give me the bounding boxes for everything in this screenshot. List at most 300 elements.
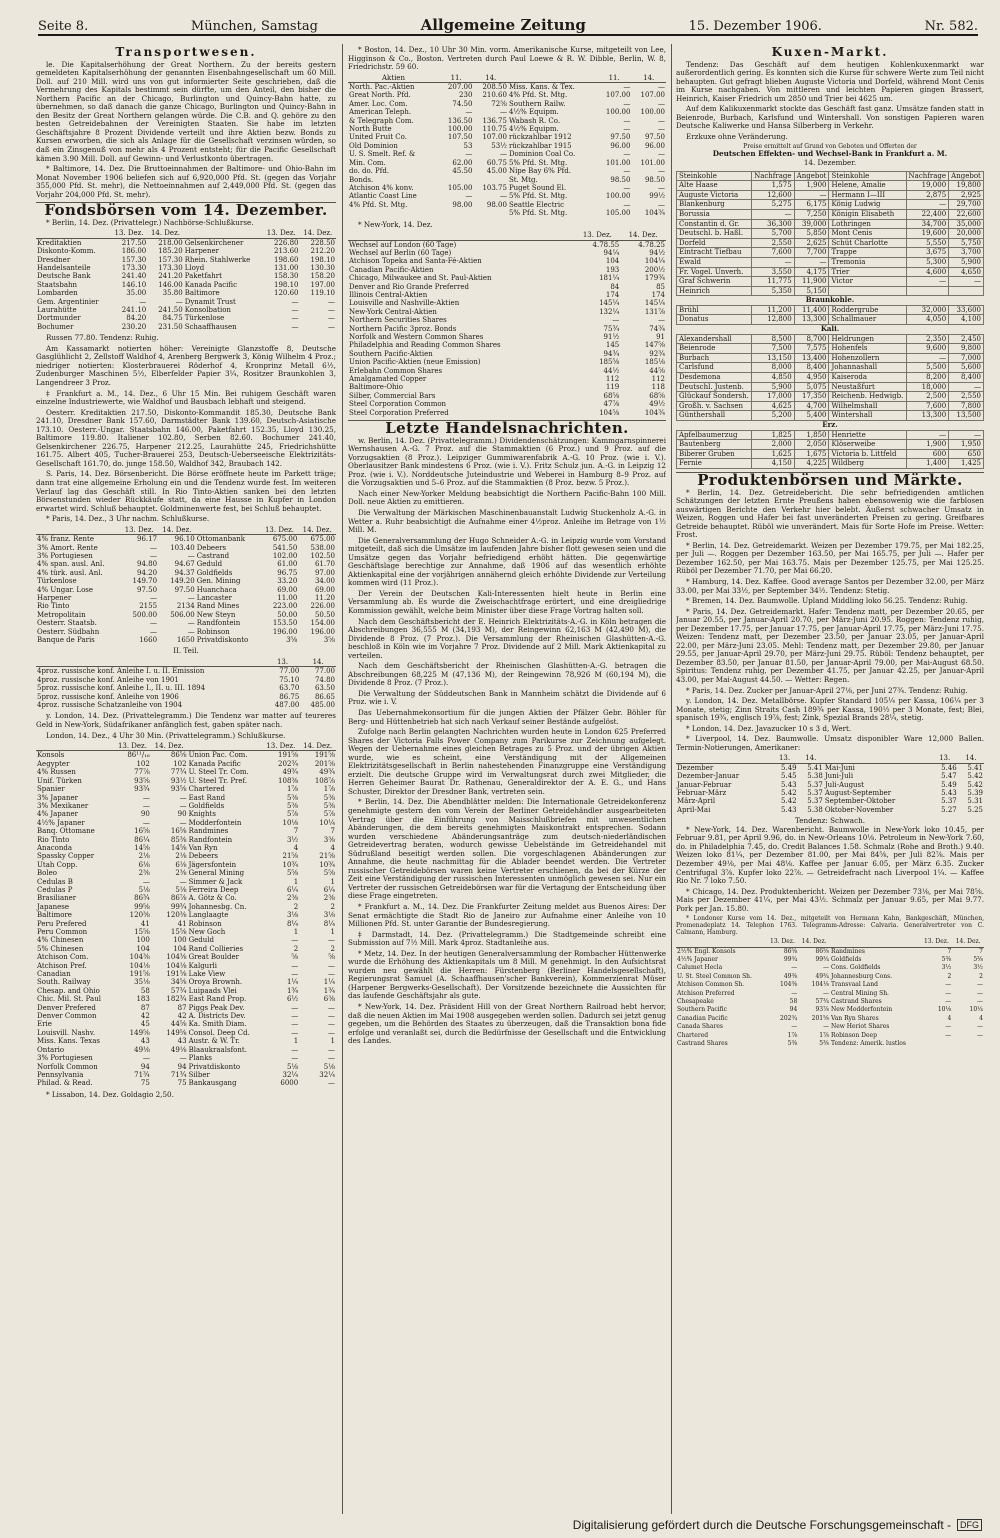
table-cell: 1 — [293, 877, 299, 886]
table-cell: — — [328, 1079, 335, 1088]
row-label: Spanier — [37, 785, 65, 794]
table-cell: 182¾ — [166, 995, 187, 1004]
row-label: Peru Common — [37, 928, 88, 936]
row-label: 4proz. russische konf. Anleihe von 1901 — [37, 675, 179, 684]
row-label: Amalgamated Copper — [349, 375, 427, 383]
table-cell: 18,000 — [906, 382, 949, 392]
table-cell: 35.00 — [126, 289, 147, 298]
table-cell: 94½ — [649, 248, 665, 257]
table-cell: 49¾ — [815, 972, 829, 980]
table-cell: 193 — [605, 265, 620, 274]
table-cell: 136.75 — [482, 116, 507, 125]
table-cell: — — [945, 981, 952, 989]
row-label: Privatdiskonto — [196, 636, 249, 645]
row-label: Transvaal Land — [830, 981, 878, 989]
table-cell: 104⅛ — [811, 981, 829, 989]
table-cell: 7,700 — [794, 248, 829, 258]
table-cell: 2,925 — [949, 190, 984, 200]
table-cell: 39,000 — [794, 219, 829, 229]
column-header: 14. Dez. — [299, 742, 336, 751]
table-cell: 44⅝ — [649, 366, 665, 375]
table-cell: — — [623, 125, 631, 134]
row-label: Spassky Copper — [37, 852, 95, 861]
table-row — [348, 176, 666, 184]
row-label: Blankenburg — [677, 200, 752, 210]
table-header — [676, 938, 984, 947]
table-cell: 96.17 — [136, 535, 158, 544]
table-row — [36, 1020, 336, 1028]
row-label: 4% Pfd. St. Mtg. — [508, 91, 568, 100]
column-header: 14. — [631, 74, 666, 83]
row-label: Dortmunder — [37, 314, 81, 323]
table-cell: 2,050 — [794, 440, 829, 450]
table-row — [36, 928, 336, 936]
table-cell: — — [499, 150, 507, 159]
table-cell: — — [658, 83, 665, 92]
table-cell: 5⅜ — [819, 1040, 829, 1048]
row-label: Günthershall — [677, 411, 752, 421]
table-cell: 185.20 — [158, 247, 183, 256]
row-label: Southern Pacific — [677, 1006, 728, 1014]
row-label: Laurahütte — [37, 306, 77, 315]
article-paragraph: * New-York, 14. Dez. Warenbericht. Baumwolle in New-York loko 10.45, per Februar 9.81, per April 9.96, do. in New-Orleans 10⅛. Petroleum in New-York 7.60, do. in Philadelphia 7.45, do. Credit Balances 1.58. Schmalz (Rohe and Broth.) 9.40. Weizen loko 81¼, per Dezember 81.00, per Mai 84⅝, per Juli 82⅞. Mais per Dezember 49⅛, per Mai 48⅛. Kaffee per Januar 6.05, per März 6.35. Zucker Centrifugal 3⅞. Kupfer loko 22⅞. — Getreidefracht nach Liverpool 1¼. — Kaffee Rio Nr. 7 loko 7.50. — [676, 824, 984, 886]
table-cell: 32¼ — [319, 1070, 335, 1079]
table-row — [348, 133, 666, 141]
table-cell: 84.20 — [126, 314, 147, 323]
row-label: Dominion Coal Co. — [508, 150, 576, 159]
table-cell: — — [499, 108, 507, 117]
table-cell: — — [291, 306, 299, 315]
table-row — [36, 560, 336, 568]
table-cell: 62.00 — [452, 158, 473, 167]
table-row — [36, 827, 336, 835]
table-cell: — — [291, 1054, 299, 1063]
table-cell: — — [291, 322, 299, 331]
table-cell: 212.20 — [310, 247, 335, 256]
table-cell: 11,400 — [794, 305, 829, 315]
row-label: Luipaads Vlei — [188, 986, 237, 995]
table-cell: 10⅛ — [937, 1006, 952, 1014]
article-paragraph: Zufolge nach Berlin gelangten Nachrichten wurden heute in London 625 Preferred Shares der Victoria Falls Power Company zum Parikurse zur Zeichnung aufgelegt. Wegen der Uebernahme eines gleichen Betrages zu 5 Proz. und der übrigen Aktien wurde, wie es scheint, eine Verständigung mit der Allgemeinen Elektrizitätsgesellschaft in Berlin nahestehenden Finanzgruppe eine Verständigung erzielt. Die deutsche Gruppe wird im Verwaltungsrat durch zwei Mitglieder, die Herren Geheimer Baurat Dr. Rathenau, Generaldirektor der A. E. G., und Hans Schuster, Direktor der Dresdner Bank, vertreten sein. — [348, 727, 666, 796]
table-cell: 86.65 — [314, 692, 335, 701]
table-cell: 3⅛ — [286, 911, 299, 920]
row-label: South. Railway — [37, 978, 91, 987]
row-label: General Mining — [188, 869, 245, 878]
column-header — [36, 658, 265, 667]
table-cell: 7,250 — [794, 209, 829, 219]
table-cell: 1,900 — [794, 181, 829, 191]
row-label: Great North. Pfd. — [349, 91, 411, 100]
table-cell: — — [142, 793, 150, 802]
column-header: 11. — [597, 74, 632, 83]
row-label: Central Mining Sh. — [830, 989, 889, 997]
table-cell: 11.00 — [277, 594, 298, 602]
table-cell: 96.10 — [174, 535, 195, 544]
article-paragraph: * Paris, 14. Dez. Zucker per Januar-April 27⅛, per Juni 27¾. Tendenz: Ruhig. — [686, 685, 968, 695]
column-header: 14. Dez. — [147, 229, 183, 238]
row-label: rückzahlbar 1912 — [508, 133, 572, 142]
table-cell: — — [977, 1023, 983, 1031]
table-row — [348, 142, 666, 150]
table-cell: 226.00 — [310, 602, 335, 611]
table-cell: — — [623, 116, 631, 125]
table-row — [677, 382, 984, 392]
table-cell: 103.40 — [170, 543, 195, 552]
table-header — [348, 74, 666, 83]
table-cell: 5,150 — [794, 286, 829, 296]
table-row — [36, 1037, 336, 1045]
table-cell: 3,675 — [906, 248, 949, 258]
table-cell: — — [179, 877, 187, 886]
table-cell — [906, 286, 949, 296]
table-row — [348, 83, 666, 92]
table-row — [36, 628, 336, 636]
table-row — [677, 392, 984, 402]
row-label: Illinois Central-Aktien — [349, 290, 428, 299]
row-label: Privatdiskonto — [188, 1062, 241, 1071]
table-cell: 154.00 — [310, 619, 335, 628]
table-header-row — [36, 526, 336, 535]
table-cell: 5⅞ — [286, 810, 299, 819]
column-header: Angebot — [794, 171, 829, 181]
table-cell: 149.20 — [170, 577, 195, 586]
table-cell: 538.00 — [310, 543, 335, 552]
row-label: Donatus — [677, 315, 752, 325]
table-row — [677, 440, 984, 450]
row-label: Steel Corporation Preferred — [349, 408, 449, 417]
table-cell: 100.00 — [447, 125, 473, 134]
table-cell: 15⅝ — [134, 928, 150, 936]
table-cell: 202¾ — [780, 1014, 798, 1022]
table-cell: — — [906, 200, 949, 210]
table-cell: 675.00 — [272, 535, 298, 544]
table-row — [348, 108, 666, 116]
table-cell: 4,700 — [794, 401, 829, 411]
table-row — [348, 274, 666, 282]
table-row — [36, 894, 336, 902]
row-label: Miss. Kans. Texas — [37, 1037, 100, 1046]
table-cell: 1¾ — [286, 986, 299, 995]
table-cell: — — [150, 543, 158, 552]
table-cell: 506.00 — [170, 610, 195, 619]
table-cell: 174 — [605, 290, 620, 299]
table-cell: 7,000 — [949, 353, 984, 363]
table-cell: 45.00 — [486, 167, 507, 176]
row-label: Denver and Rio Grande Preferred — [349, 282, 469, 291]
column-header — [196, 526, 261, 535]
row-label: Johannashall — [829, 363, 906, 373]
article-paragraph: Oesterr. Kreditaktien 217.50, Diskonto-Kommandit 185.30, Deutsche Bank 241.10, Dresdner Bank 157.60, Darmstädter Bank 139.60, Deutsch-Asiatische 173.10. Oesterr.-Ungar. Staatsbahn 146.00, Paketfahrt 152.35, Lloyd 130.25, Baltimore 119.80. Italiener 102.80, Serben 82.60. Bochumer 241.40, Gelsenkirchener 226.75, Harpener 212.25, Laurahütte 245, Friedrichshütte 161.75. Albert 405, Tucher-Brauerei 253, Deutsch-Ueberseeische Elektrizitäts-Gesellschaft 161.70, do. junge 158.50, Waldhof 342, Braubach 142. — [36, 407, 336, 468]
column-header — [348, 231, 574, 240]
table-cell: 2 — [330, 944, 335, 953]
table-row — [676, 973, 984, 981]
table-cell: 1,575 — [752, 181, 795, 191]
row-label: Konsolbation — [184, 306, 231, 315]
table-row — [348, 299, 666, 307]
row-label: Harpener — [37, 594, 72, 602]
row-label: Min. Com. — [349, 158, 386, 167]
table-cell: — — [465, 108, 473, 117]
table-row — [36, 1046, 336, 1054]
row-label: Geduld — [196, 560, 223, 569]
table-cell — [473, 209, 508, 217]
row-label: Castrand Shares — [830, 998, 882, 1006]
table-cell: 6¼ — [323, 885, 335, 894]
boston-rates-table — [348, 74, 666, 218]
table-cell: 1 — [330, 1037, 335, 1046]
table-cell: — — [658, 99, 665, 108]
table-row — [677, 459, 984, 469]
column-header: 13. — [771, 754, 797, 763]
row-label: 2½% Engl. Konsols — [677, 947, 736, 955]
table-cell: 230 — [459, 91, 473, 100]
table-cell: 6¼ — [286, 885, 299, 894]
row-label: Hohenzollern — [829, 353, 906, 363]
table-cell: 1¾ — [323, 986, 335, 995]
row-label: Juni-Juli — [824, 772, 854, 781]
table-cell: 183 — [136, 995, 150, 1004]
article-paragraph: ‡ Frankfurt a. M., 14. Dez., 6 Uhr 15 Min. Bei ruhigem Geschäft waren einzelne Industriewerte, wie Waldhof und Bausbach lebhaft und steigend. — [36, 388, 336, 407]
article-paragraph: * Berlin, 14. Dez. Getreidebericht. Die sehr befriedigenden amtlichen Schätzungen der letzten Ernte Preußens haben ebensowenig wie die farblosen auswärtigen Berichte den Verkehr hier belebt. Äußerst schwacher Umsatz in Weizen, Roggen und Hafer bei fast unveränderten Preisen zu gering. Greifbares Getreide behauptet. Rüböl wie unverändert. Mais für Sorte Hofe im Preise. Wetter: Frost. — [676, 487, 984, 540]
table-cell: 1⅞ — [286, 785, 299, 794]
table-row — [36, 323, 336, 331]
table-cell: 105.00 — [447, 183, 473, 192]
table-cell: — — [499, 192, 507, 201]
row-label: Baltimore — [184, 289, 220, 298]
column-header — [36, 742, 114, 751]
table-row — [36, 970, 336, 978]
table-cell: 8,200 — [906, 373, 949, 383]
table-cell: 99⅝ — [134, 902, 150, 911]
table-row — [677, 373, 984, 383]
article-paragraph: * Paris, 14. Dez., 3 Uhr nachm. Schlußkurse. — [46, 514, 210, 524]
table-cell: 5.41 — [807, 763, 823, 772]
table-cell: 1,625 — [752, 449, 795, 459]
table-row — [36, 1029, 336, 1037]
table-cell: 11,900 — [794, 277, 829, 287]
table-cell: 6⅜ — [323, 995, 335, 1004]
bank-name: Deutschen Effekten- und Wechsel-Bank in Frankfurt a. M. — [712, 149, 948, 159]
kuxen-table — [676, 171, 984, 469]
table-cell: 230.20 — [121, 322, 147, 331]
row-label: Lothringen — [829, 219, 906, 229]
table-cell: 157.30 — [158, 255, 183, 264]
table-cell: 63.50 — [314, 684, 335, 693]
row-label: 4% Russen — [37, 768, 76, 777]
column-3 — [676, 46, 984, 1514]
table-cell: 7 — [947, 947, 952, 955]
table-cell: 1,825 — [752, 430, 795, 440]
row-label: East Rand — [188, 793, 226, 802]
row-label: Louisville and Nashville-Aktien — [349, 299, 460, 308]
table-cell: — — [822, 1023, 829, 1031]
row-label: Lloyd — [184, 264, 205, 273]
row-label: Glückauf Sondersh. — [677, 392, 752, 402]
table-cell: 103.75 — [482, 183, 507, 192]
row-label: Johannesburg Cons. — [830, 972, 893, 980]
row-label: Ewald — [677, 257, 752, 267]
table-cell: 58 — [789, 998, 798, 1006]
row-label: Debeers — [196, 543, 227, 552]
table-cell: 4,600 — [906, 267, 949, 277]
table-row — [677, 209, 984, 219]
table-cell: 71¾ — [134, 1070, 150, 1079]
row-label: Deutschl. Justenb. — [677, 382, 752, 392]
row-label: Southern Pacific-Aktien — [349, 349, 433, 358]
table-cell: ⅝ — [328, 953, 335, 962]
table-cell: 5.47 — [941, 772, 957, 781]
table-cell: 7,500 — [752, 344, 795, 354]
table-cell: 61.70 — [314, 560, 335, 569]
table-cell: 5,900 — [752, 382, 795, 392]
row-label: Debeers — [188, 852, 219, 861]
table-row — [348, 383, 666, 391]
place-date: München, Samstag — [190, 19, 318, 34]
table-cell: 29,700 — [949, 200, 984, 210]
table-cell: 14⅝ — [170, 843, 187, 852]
table-cell: 218.00 — [158, 238, 183, 247]
table-cell: 5.43 — [941, 789, 957, 797]
row-label: A. Districts Dev. — [188, 1012, 246, 1021]
table-cell: 185⅝ — [599, 358, 620, 367]
row-label: 5% Pfd. St. Mtg. — [508, 192, 568, 201]
table-cell: 16⅝ — [134, 827, 150, 836]
row-label: Japanese — [37, 902, 70, 911]
column-rule — [342, 44, 343, 1514]
table-cell: 4,625 — [752, 401, 795, 411]
table-cell: 13,150 — [752, 353, 795, 363]
table-cell: 120⅜ — [166, 911, 187, 920]
table-row — [36, 768, 336, 776]
article-body — [348, 437, 666, 1046]
row-label: Biberer Gruben — [677, 449, 752, 459]
table-cell: 35,000 — [949, 219, 984, 229]
row-label: Trier — [829, 267, 906, 277]
table-row — [676, 981, 984, 989]
table-row — [36, 684, 336, 692]
table-cell: 210.60 — [482, 91, 507, 100]
table-cell: — — [791, 964, 798, 972]
table-cell: 50.50 — [314, 610, 335, 619]
column-header — [36, 229, 111, 238]
table-cell: 90 — [177, 810, 187, 819]
table-cell: 2 — [330, 902, 335, 911]
row-label: do. do. Pfd. — [349, 167, 390, 176]
table-row — [36, 693, 336, 701]
table-cell: 21⅝ — [319, 852, 335, 861]
table-row — [36, 953, 336, 961]
table-cell: 5⅝ — [323, 869, 335, 878]
table-cell: — — [623, 83, 631, 92]
row-label: Norfolk Common — [37, 1062, 98, 1071]
table-cell: 4,950 — [794, 373, 829, 383]
table-cell: 75 — [177, 1079, 187, 1088]
table-cell: 94.20 — [136, 568, 158, 577]
table-cell: — — [179, 818, 187, 827]
table-row — [36, 676, 336, 684]
table-cell: 43 — [177, 1037, 187, 1046]
table-cell: 34,700 — [906, 219, 949, 229]
row-label: Atlantic Coast Line — [349, 192, 417, 201]
table-cell: 3,700 — [949, 248, 984, 258]
table-cell: 10¼ — [969, 1006, 983, 1014]
column-header — [676, 754, 771, 763]
table-row — [36, 611, 336, 619]
table-row — [348, 100, 666, 108]
article-paragraph: y. London, 14. Dez. Metallbörse. Kupfer Standard 105¼ per Kassa, 106¼ per 3 Monate, stetig; Zinn Straits Cash 189¾ per Kassa, 190½ per 3 Monate, fest; Blei, spanisch 19¾, englisch 19⅞, fest; Zink, Spezial Brands 28¼, stetig. — [676, 696, 984, 723]
table-cell: 174 — [651, 290, 665, 299]
table-cell: 42 — [177, 1012, 187, 1021]
table-row — [348, 201, 666, 209]
table-cell: — — [328, 322, 335, 331]
row-label: Lancaster — [196, 594, 233, 602]
table-cell: — — [658, 116, 665, 125]
table-cell: 9,600 — [906, 344, 949, 354]
table-cell: 1¼ — [323, 978, 335, 987]
column-header: 11. — [439, 74, 474, 83]
table-cell: 5,275 — [752, 200, 795, 210]
table-cell: 94.37 — [174, 568, 195, 577]
column-header: 13. — [932, 754, 958, 763]
row-label: 4% türk. ausl. Anl. — [37, 568, 103, 577]
row-label: 4½% Equipm. — [508, 108, 559, 117]
row-label: Diskonto-Komm. — [37, 247, 96, 256]
table-cell: 5,900 — [949, 257, 984, 267]
table-cell: — — [139, 297, 147, 306]
table-cell: 5.42 — [967, 772, 983, 781]
row-label: Utah Copp. — [37, 860, 78, 869]
table-cell: 102 — [173, 759, 187, 768]
table-cell: 110.75 — [482, 125, 507, 134]
table-cell: 97.50 — [136, 585, 158, 594]
table-cell: 5.38 — [807, 805, 823, 814]
table-header-row — [677, 171, 984, 181]
row-label: Goldfields — [196, 568, 233, 577]
table-cell: 19,800 — [949, 181, 984, 191]
issue-number: Nr. 582. — [924, 19, 978, 34]
row-label: Schüt Charlotte — [829, 238, 906, 248]
column-header: 14. Dez. — [298, 526, 336, 535]
table-cell: 35⅛ — [134, 978, 150, 987]
table-cell: 2,000 — [752, 440, 795, 450]
table-cell: — — [977, 998, 983, 1006]
table-row — [677, 430, 984, 440]
table-cell: 5,400 — [794, 411, 829, 421]
table-row — [677, 344, 984, 354]
table-cell: 3⅝ — [286, 636, 298, 645]
table-cell: 69.00 — [314, 585, 335, 594]
table-row — [36, 602, 336, 610]
row-label: U. St. Steel Common Sh. — [677, 972, 752, 980]
table-row — [36, 667, 336, 676]
table-cell: 102.00 — [272, 551, 298, 560]
row-label: Castrand Shares — [677, 1040, 728, 1048]
row-label: Atchison Com. — [37, 953, 89, 962]
table-cell: — — [465, 192, 473, 201]
table-cell: 185⅛ — [644, 358, 665, 367]
row-label: Miss. Kans. & Tex. — [508, 83, 575, 92]
row-label: Chicago, Milwaukee and St. Paul-Aktien — [349, 274, 492, 283]
table-cell: 71¾ — [170, 1070, 187, 1079]
table-cell: 98.00 — [452, 200, 473, 209]
table-header-row — [36, 742, 336, 751]
table-cell: 98.50 — [610, 175, 631, 184]
row-label: Johannesbg. Cn. — [188, 902, 247, 911]
table-cell: 191⅝ — [166, 970, 187, 979]
table-cell: 145¼ — [644, 299, 665, 308]
table-cell: — — [187, 594, 195, 602]
table-cell: 186.00 — [121, 247, 147, 256]
